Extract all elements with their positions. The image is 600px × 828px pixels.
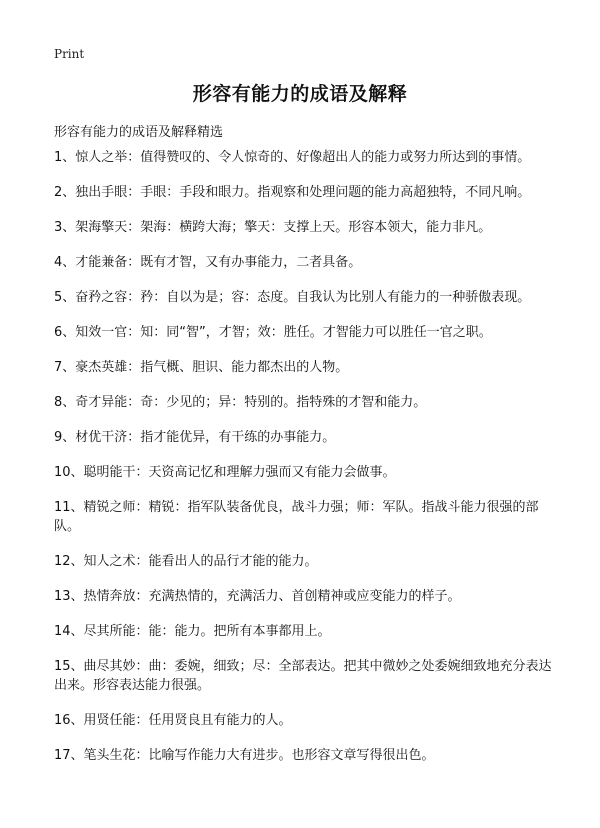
print-link[interactable]: Print xyxy=(54,47,85,61)
list-item: 16、用贤任能：任用贤良且有能力的人。 xyxy=(54,713,292,728)
list-item: 10、聪明能干：天资高记忆和理解力强而又有能力会做事。 xyxy=(54,465,396,480)
list-item: 1、惊人之举：值得赞叹的、令人惊奇的、好像超出人的能力或努力所达到的事情。 xyxy=(54,150,531,165)
list-item: 2、独出手眼：手眼：手段和眼力。指观察和处理问题的能力高超独特，不同凡响。 xyxy=(54,185,531,200)
list-item: 15、曲尽其妙：曲：委婉，细致；尽：全部表达。把其中微妙之处委婉细致地充分表达出来。形容表达能力很强。 xyxy=(54,659,552,693)
list-item: 6、知效一官：知：同“智”，才智；效：胜任。才智能力可以胜任一官之职。 xyxy=(54,325,492,340)
list-item: 11、精锐之师：精锐：指军队装备优良，战斗力强；师：军队。指战斗能力很强的部队。 xyxy=(54,500,539,534)
list-item: 8、奇才异能：奇：少见的；异：特别的。指特殊的才智和能力。 xyxy=(54,395,427,410)
list-item: 4、才能兼备：既有才智，又有办事能力，二者具备。 xyxy=(54,255,362,270)
page-subtitle: 形容有能力的成语及解释精选 xyxy=(54,125,224,140)
list-item: 3、架海擎天：架海：横跨大海；擎天：支撑上天。形容本领大，能力非凡。 xyxy=(54,220,492,235)
list-item: 17、笔头生花：比喻写作能力大有进步。也形容文章写得很出色。 xyxy=(54,748,435,763)
list-item: 13、热情奔放：充满热情的，充满活力、首创精神或应变能力的样子。 xyxy=(54,589,461,604)
idiom-list xyxy=(54,148,554,781)
page-title: 形容有能力的成语及解释 xyxy=(192,83,408,105)
list-item: 7、豪杰英雄：指气概、胆识、能力都杰出的人物。 xyxy=(54,360,349,375)
list-item: 12、知人之术：能看出人的品行才能的能力。 xyxy=(54,554,318,569)
list-item: 5、奋矜之容：矜：自以为是；容：态度。自我认为比别人有能力的一种骄傲表现。 xyxy=(54,290,531,305)
list-item: 14、尽其所能：能：能力。把所有本事都用上。 xyxy=(54,624,331,639)
list-item: 9、材优干济：指才能优异，有干练的办事能力。 xyxy=(54,430,336,445)
